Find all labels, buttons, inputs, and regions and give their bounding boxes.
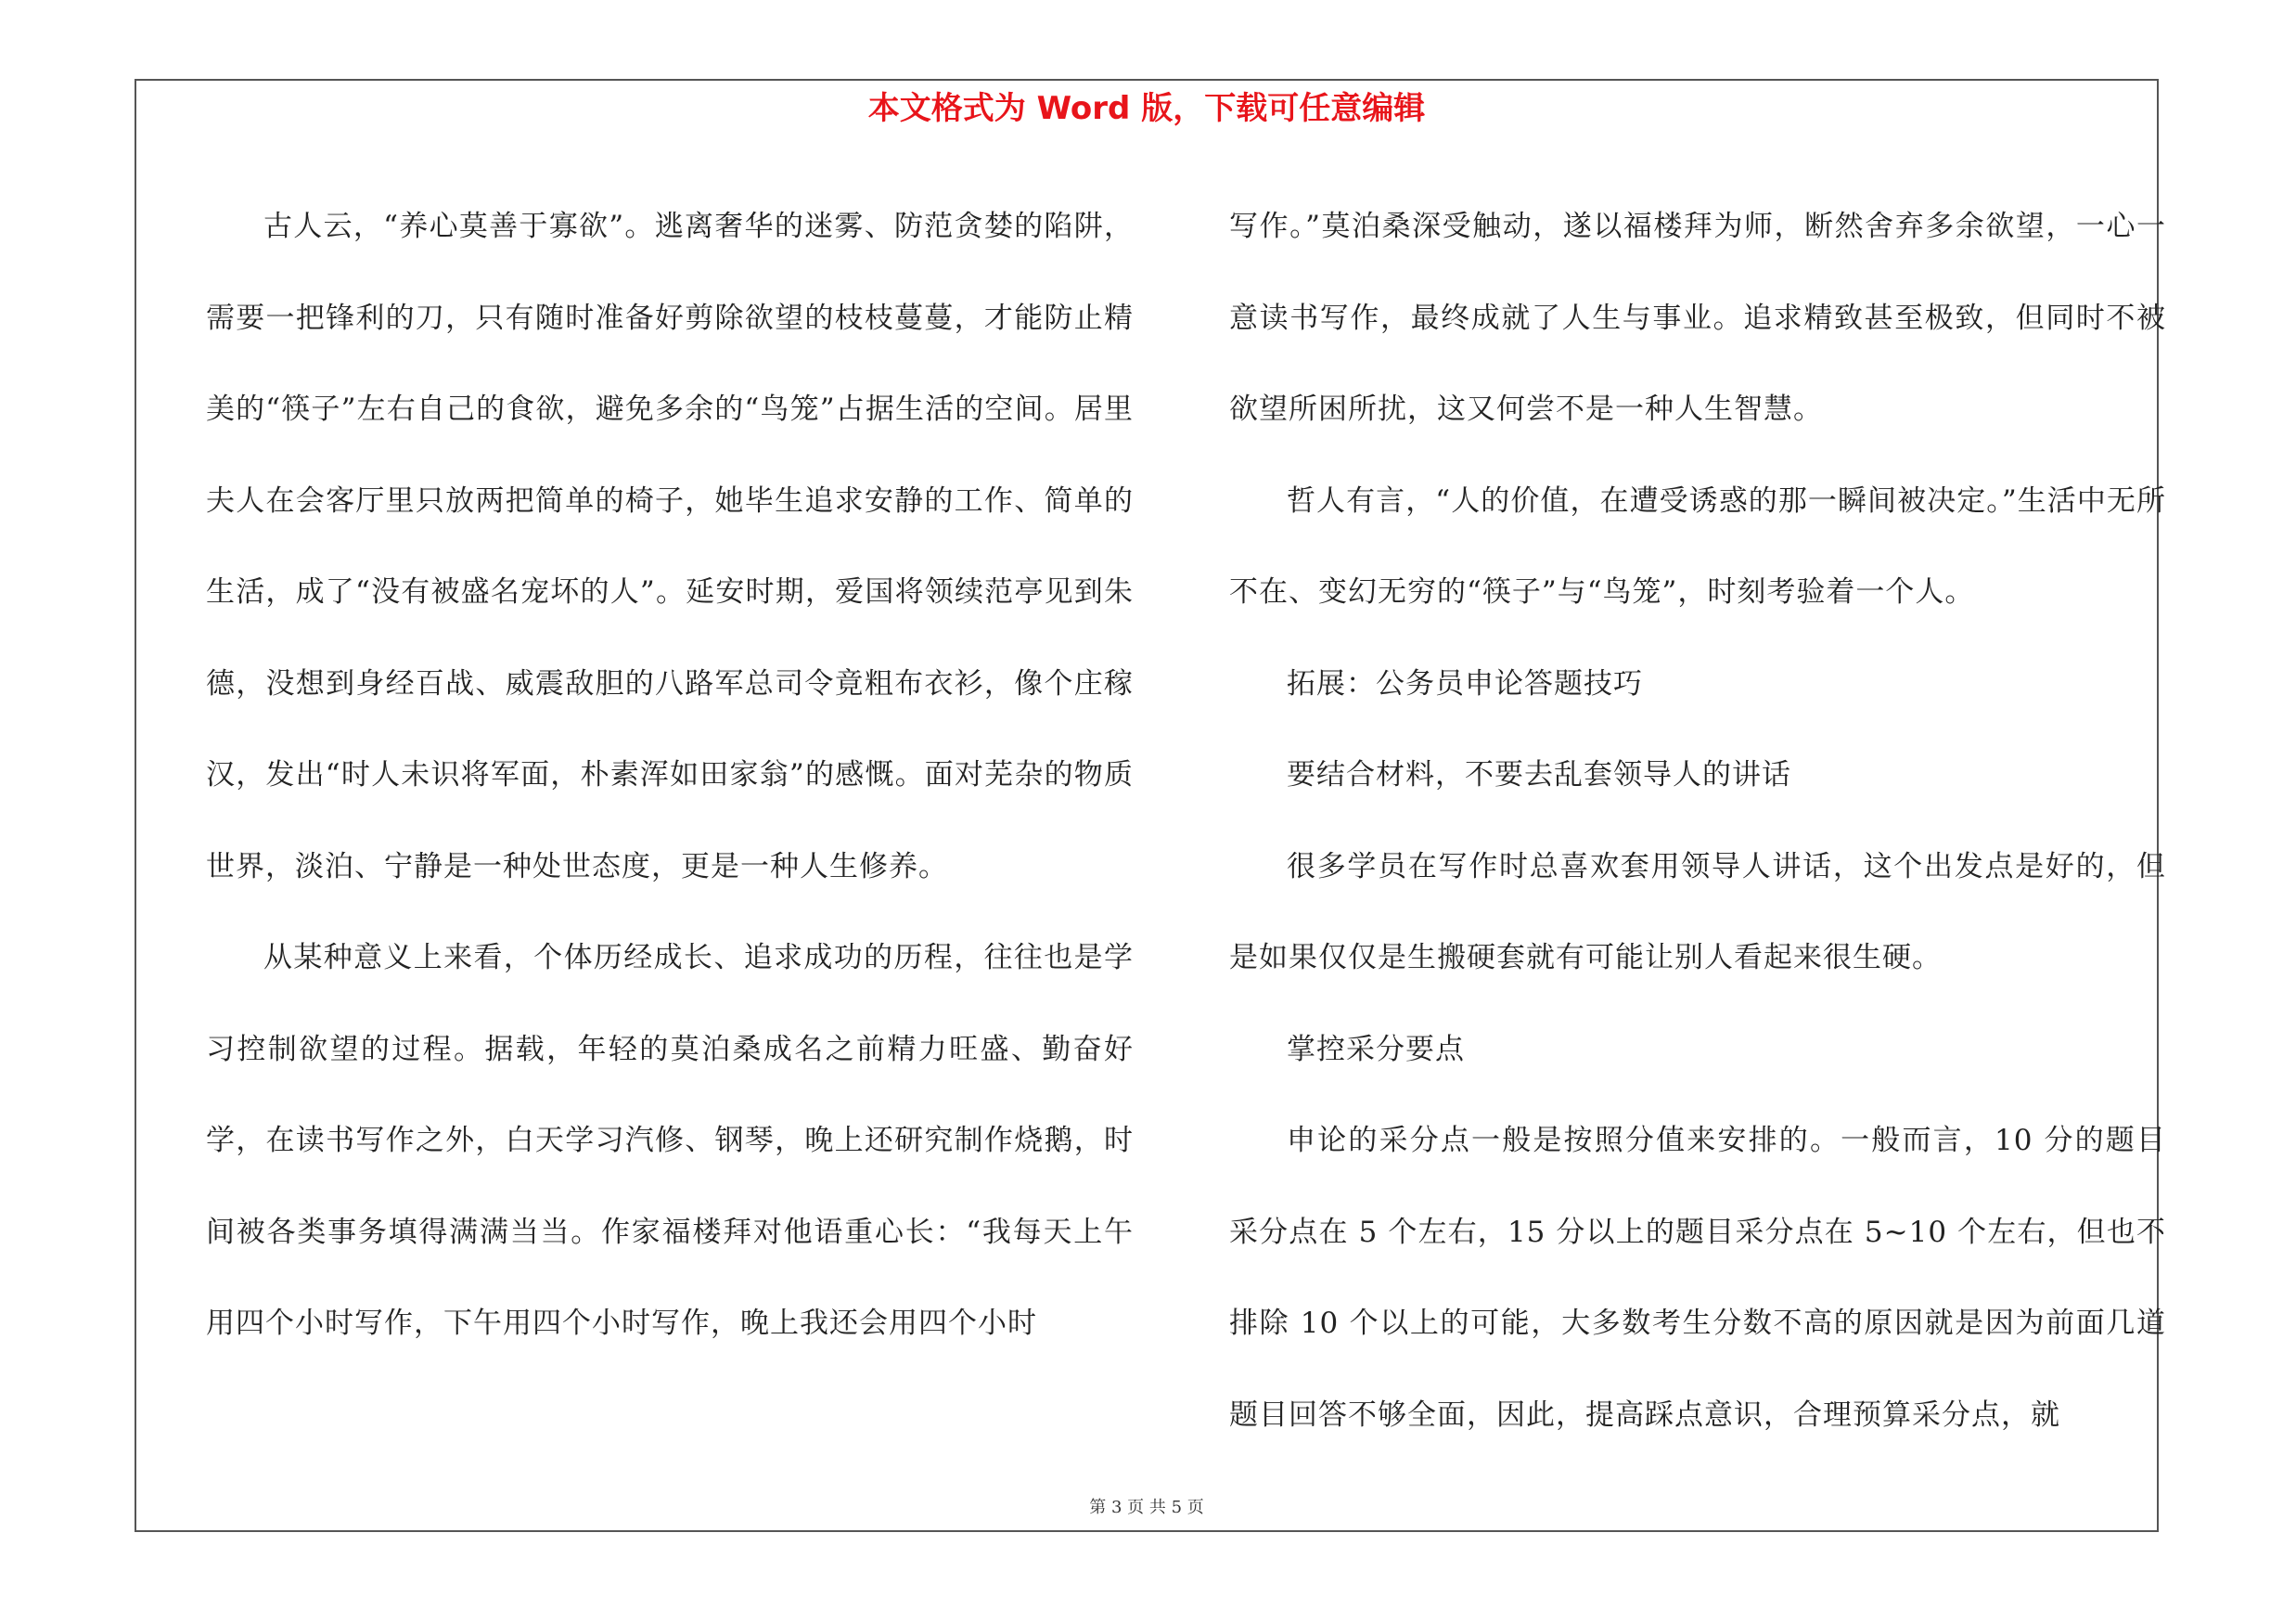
- word-format-banner: 本文格式为 Word 版，下载可任意编辑: [867, 90, 1426, 127]
- page-number-footer: 第 3 页 共 5 页: [1089, 1498, 1204, 1517]
- paragraph: 从某种意义上来看，个体历经成长、追求成功的历程，往往也是学习控制欲望的过程。据载，年轻的莫泊桑成名之前精力旺盛、勤奋好学，在读书写作之外，白天学习汽修、钢琴，晚上还研究制作烧鹅，时间被各类事务填得满满当当。作家福楼拜对他语重心长：“我每天上午用四个小时写作，下午用四个小时写作，晚上我还会用四个小时: [206, 941, 1134, 1340]
- paragraph: 哲人有言，“人的价值，在遭受诱惑的那一瞬间被决定。”生活中无所不在、变幻无穷的“筷子”与“鸟笼”，时刻考验着一个人。: [1229, 483, 2166, 609]
- left-column: [206, 181, 1134, 1370]
- section-heading: 拓展：公务员申论答题技巧: [1287, 666, 1643, 701]
- paragraph: 很多学员在写作时总喜欢套用领导人讲话，这个出发点是好的，但是如果仅仅是生搬硬套就有可能让别人看起来很生硬。: [1229, 849, 2166, 974]
- subheading: 掌控采分要点: [1287, 1032, 1465, 1066]
- paragraph: 写作。”莫泊桑深受触动，遂以福楼拜为师，断然舍弃多余欲望，一心一意读书写作，最终成就了人生与事业。追求精致甚至极致，但同时不被欲望所困所扰，这又何尝不是一种人生智慧。: [1229, 210, 2166, 426]
- paragraph: 申论的采分点一般是按照分值来安排的。一般而言，10 分的题目采分点在 5 个左右，15 分以上的题目采分点在 5~10 个左右，但也不排除 10 个以上的可能，大多数考生分数不高的原因就是因为前面几道题目回答不够全面，因此，提高踩点意识，合理预算采分点，就: [1229, 1124, 2166, 1432]
- subheading: 要结合材料，不要去乱套领导人的讲话: [1287, 758, 1791, 792]
- paragraph: 古人云，“养心莫善于寡欲”。逃离奢华的迷雾、防范贪婪的陷阱，需要一把锋利的刀，只有随时准备好剪除欲望的枝枝蔓蔓，才能防止精美的“筷子”左右自己的食欲，避免多余的“鸟笼”占据生活的空间。居里夫人在会客厅里只放两把简单的椅子，她毕生追求安静的工作、简单的生活，成了“没有被盛名宠坏的人”。延安时期，爱国将领续范亭见到朱德，没想到身经百战、威震敌胆的八路军总司令竟粗布衣衫，像个庄稼汉，发出“时人未识将军面，朴素浑如田家翁”的感慨。面对芜杂的物质世界，淡泊、宁静是一种处世态度，更是一种人生修养。: [206, 210, 1134, 883]
- right-column: [1229, 181, 2166, 1461]
